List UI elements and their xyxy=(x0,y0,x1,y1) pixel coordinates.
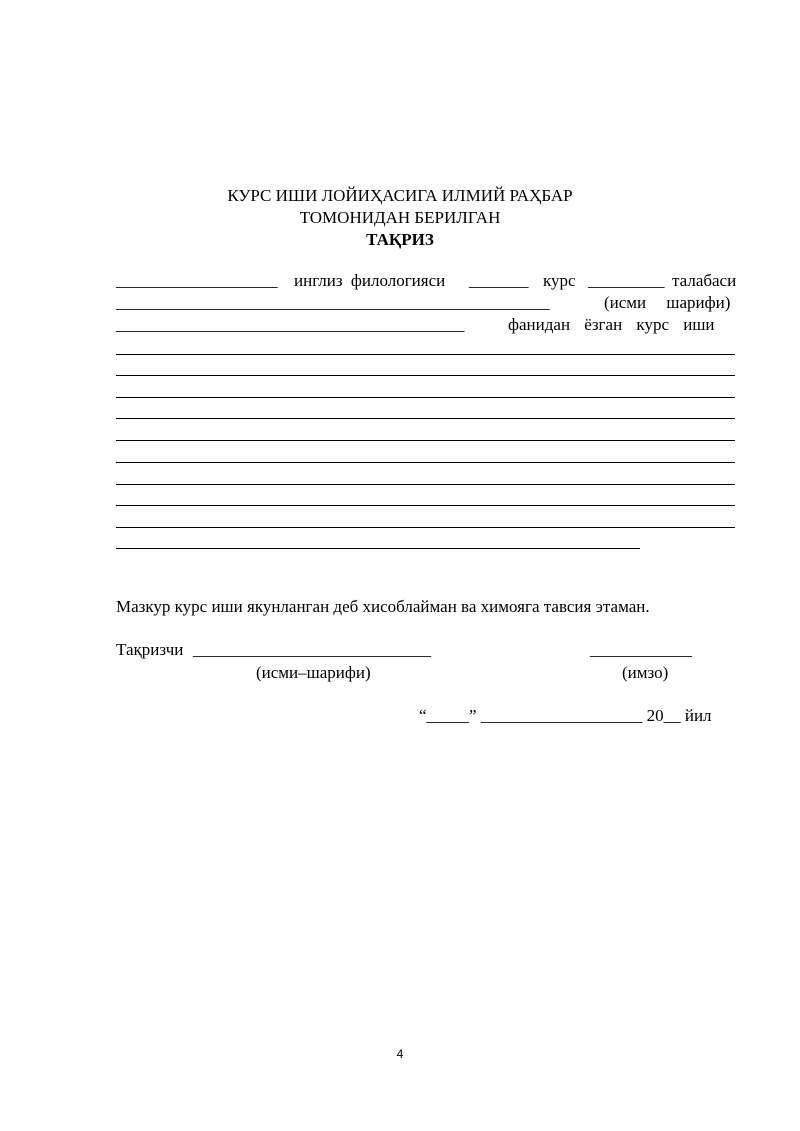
signature-blank: ____________ xyxy=(590,640,692,659)
review-line xyxy=(116,462,735,463)
review-line-last xyxy=(116,548,640,549)
date-line xyxy=(419,706,712,726)
review-line xyxy=(116,375,735,376)
blank-course-number: _______ xyxy=(469,271,529,290)
faculty-text: инглиз филологияси xyxy=(294,271,446,290)
document-title: ТАҚРИЗ xyxy=(366,230,434,249)
full-name-label: (исми шарифи) xyxy=(604,293,731,312)
blank-group: _________ xyxy=(588,271,665,290)
review-line xyxy=(116,505,735,506)
date-year-blank: __ xyxy=(663,706,681,725)
reviewer-label: Тақризчи xyxy=(116,640,184,659)
date-close-quote: ” xyxy=(469,706,477,725)
date-day-blank: _____ xyxy=(426,706,470,725)
blank-subject: _________________________________________ xyxy=(116,315,465,334)
signature-caption: (имзо) xyxy=(622,663,669,682)
reviewer-name-blank: ____________________________ xyxy=(193,640,431,659)
name-caption: (исми–шарифи) xyxy=(256,663,371,682)
date-year-prefix: 20 xyxy=(646,706,664,725)
review-line xyxy=(116,418,735,419)
subject-text: фанидан ёзган курс иши xyxy=(508,315,715,334)
blank-full-name: ___________________________________________________ xyxy=(116,293,550,312)
review-line xyxy=(116,354,735,355)
date-year-word: йил xyxy=(684,706,712,725)
review-line xyxy=(116,397,735,398)
date-open-quote: “ xyxy=(419,706,427,725)
header-line-2: ТОМОНИДАН БЕРИЛГАН xyxy=(299,208,501,227)
review-line xyxy=(116,484,735,485)
header-line-1: КУРС ИШИ ЛОЙИҲАСИГА ИЛМИЙ РАҲБАР xyxy=(227,186,573,205)
review-line xyxy=(116,440,735,441)
student-word: талабаси xyxy=(672,271,737,290)
page-number: 4 xyxy=(396,1047,404,1061)
course-word: курс xyxy=(543,271,576,290)
conclusion-text: Мазкур курс иши якунланган деб хисоблайман ва химояга тавсия этаман. xyxy=(116,597,650,616)
blank-student-name: ___________________ xyxy=(116,271,278,290)
review-line xyxy=(116,527,735,528)
date-month-blank: ___________________ xyxy=(480,706,643,725)
